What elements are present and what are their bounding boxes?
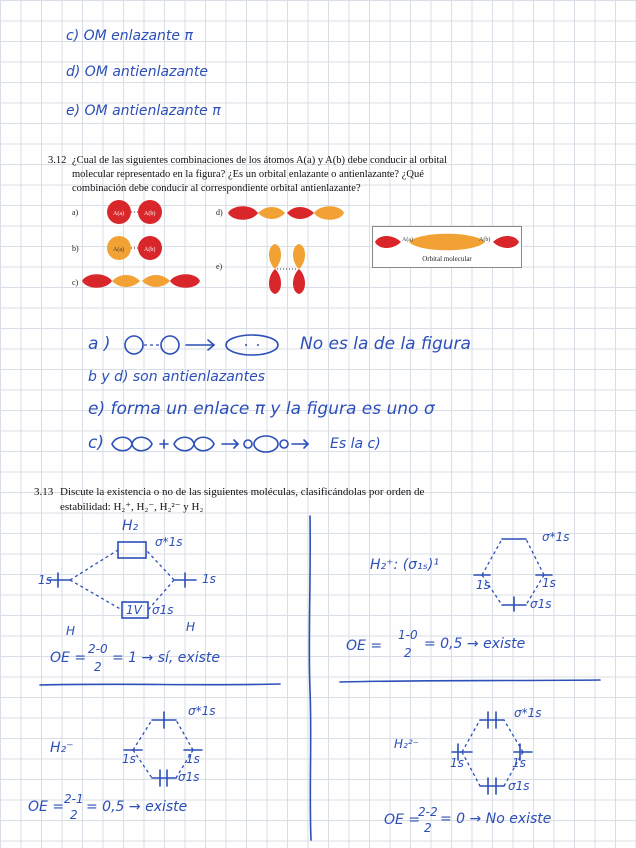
q2-left-orbital: 1s: [476, 578, 490, 592]
answer-e-text: e) forma un enlace π y la figura es uno σ: [88, 399, 435, 419]
note-c: c) OM enlazante π: [66, 28, 193, 44]
q1-oe-den: 2: [94, 660, 102, 674]
q2-oe-label: OE =: [346, 638, 383, 654]
q3-sigma: σ1s: [178, 770, 200, 784]
q4-oe-result: = 0 → No existe: [440, 811, 552, 827]
q2-oe-result: = 0,5 → existe: [424, 636, 526, 652]
problem-313-line1: Discute la existencia o no de las siguientes moléculas, clasificándolas por orden de: [60, 486, 425, 498]
problem-313-number: 3.13: [34, 486, 54, 498]
note-e: e) OM antienlazante π: [66, 103, 221, 119]
problem-312-line1: ¿Cual de las siguientes combinaciones de los átomos A(a) y A(b) debe conducir al orbital: [72, 155, 447, 166]
answer-a-text: No es la de la figura: [300, 334, 471, 354]
q1-left-atom: H: [66, 624, 76, 638]
q1-oe-num: 2-0: [88, 642, 108, 656]
option-a-atom-a: A(a): [113, 211, 124, 217]
figure-atom-a: A(a): [402, 237, 413, 243]
option-a-label: a): [72, 208, 79, 217]
q1-oe-label: OE =: [50, 650, 87, 666]
answer-a-label: a ): [88, 334, 111, 354]
q4-oe-den: 2: [424, 821, 432, 835]
q4-title: H₂²⁻: [394, 737, 419, 751]
q4-sigma-star: σ*1s: [514, 706, 542, 720]
answer-c-text: Es la c): [330, 436, 381, 452]
q2-oe-den: 2: [404, 646, 412, 660]
q4-sigma: σ1s: [508, 779, 530, 793]
q3-left-orbital: 1s: [122, 752, 136, 766]
q1-right-orbital: 1s: [202, 572, 216, 586]
q1-electrons: 1V: [126, 603, 142, 617]
q4-left-orbital: 1s: [450, 756, 464, 770]
q3-oe-result: = 0,5 → existe: [86, 799, 188, 815]
q2-sigma-star: σ*1s: [542, 530, 570, 544]
q1-right-atom: H: [186, 620, 196, 634]
q1-sigma-star: σ*1s: [155, 535, 183, 549]
q3-title: H₂⁻: [50, 740, 74, 756]
option-e-label: e): [216, 262, 223, 271]
option-b-atom-a: A(a): [113, 247, 124, 253]
option-c-label: c): [72, 278, 79, 287]
q1-left-orbital: 1s: [38, 573, 52, 587]
answer-bd-text: b y d) son antienlazantes: [88, 369, 266, 385]
q1-title: H₂: [122, 518, 139, 534]
q3-oe-label: OE =: [28, 799, 65, 815]
answer-c-label: c): [88, 433, 104, 453]
problem-312-line2: molecular representado en la figura? ¿Es un orbital enlazante o antienlazante? ¿Qué: [72, 169, 424, 180]
note-d: d) OM antienlazante: [66, 64, 209, 80]
figure-caption: Orbital molecular: [422, 255, 472, 263]
option-b-label: b): [72, 244, 79, 253]
q2-oe-num: 1-0: [398, 628, 418, 642]
option-b-atom-b: A(b): [144, 247, 156, 253]
problem-312-number: 3.12: [48, 155, 67, 166]
q2-sigma: σ1s: [530, 597, 552, 611]
figure-atom-b: A(b): [479, 237, 491, 243]
option-a-atom-b: A(b): [144, 211, 156, 217]
q4-right-orbital: 1s: [512, 756, 526, 770]
q3-sigma-star: σ*1s: [188, 704, 216, 718]
q1-oe-result: = 1 → sí, existe: [112, 650, 220, 666]
q4-oe-num: 2-2: [418, 805, 438, 819]
q3-right-orbital: 1s: [186, 752, 200, 766]
option-d-label: d): [216, 208, 223, 217]
problem-313-line2: estabilidad: H₂⁺, H₂⁻, H₂²⁻ y H₂: [60, 501, 204, 513]
q1-sigma: σ1s: [152, 603, 174, 617]
q3-oe-num: 2-1: [64, 792, 84, 806]
q3-oe-den: 2: [70, 808, 78, 822]
q4-oe-label: OE =: [384, 812, 421, 828]
q2-right-orbital: 1s: [542, 576, 556, 590]
problem-312-line3: combinación debe conducir al correspondiente orbital antienlazante?: [72, 183, 361, 194]
q2-title: H₂⁺: (σ₁ₛ)¹: [370, 557, 439, 573]
